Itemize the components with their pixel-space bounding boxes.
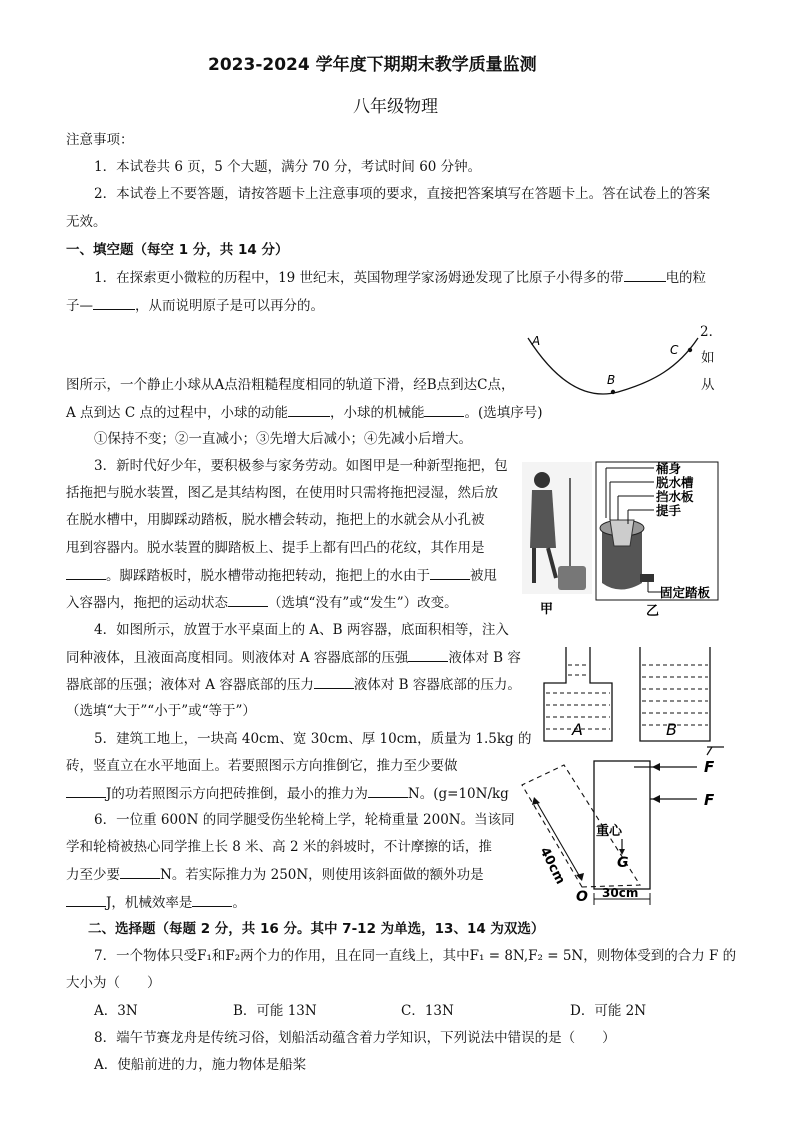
q5-label-w: 30cm [602, 886, 639, 900]
q3-diagram-yi [596, 461, 718, 618]
q4-containers-figure [540, 645, 720, 745]
q1-line-2 [66, 295, 324, 316]
notice-item-2-line-2: 无效。 [66, 214, 107, 230]
q3-text-d: （选填“没有”或“发生”）改变。 [268, 595, 458, 611]
q3-line-4: 甩到容器内。脱水装置的脚踏板上、提手上都有凹凸的花纹，其作用是 [66, 540, 485, 556]
q6-line-1: 6．一位重 600N 的同学腿受伤坐轮椅上学，轮椅重量 200N。当该同 [94, 812, 515, 828]
notice-item-2-line-1: 2．本试卷上不要答题，请按答题卡上注意事项的要求，直接把答案填写在答题卡上。答在试卷上的答案 [94, 186, 711, 202]
q3-blank-2 [430, 565, 470, 580]
q8-option-a: A．使船前进的力，施力物体是船桨 [94, 1057, 307, 1073]
q3-label-tishou: 提手 [656, 503, 682, 518]
q2-blank-1 [288, 402, 330, 417]
notice-heading: 注意事项： [66, 132, 134, 148]
q3-label-yi: 乙 [646, 604, 660, 618]
q7-option-c: C．13N [401, 1003, 454, 1019]
q3-line-5 [66, 565, 497, 586]
q4-text-c: 器底部的压强；液体对 A 容器底部的压力 [66, 677, 314, 693]
q2-line-1: 图所示，一个静止小球从A点沿粗糙程度相同的轨道下滑，经B点到达C点， [66, 377, 515, 393]
q2-blank-2 [424, 402, 464, 417]
q5-line-2: 砖，竖直立在水平地面上。若要照图示方向推倒它，推力至少要做 [66, 758, 458, 774]
q2-label-a: A [532, 334, 541, 348]
q7-option-a: A．3N [94, 1003, 138, 1019]
q4-text-b: 液体对 B 容 [448, 650, 521, 666]
q3-blank-1 [66, 565, 106, 580]
q6-blank-1 [120, 864, 160, 879]
q3-text-c: 入容器内，拖把的运动状态 [66, 595, 228, 611]
q5-label-h: 40cm [536, 845, 568, 887]
q3-line-3: 在脱水槽中，用脚踩动踏板，脱水槽会转动，拖把上的水就会从小孔被 [66, 512, 485, 528]
q4-label-a: A [572, 720, 583, 739]
q6-blank-2 [66, 892, 106, 907]
q3-line-2: 括拖把与脱水装置，图乙是其结构图，在使用时只需将拖把浸湿，然后放 [66, 485, 498, 501]
q3-label-tongshen: 桶身 [656, 461, 682, 476]
q2-line-2 [66, 402, 543, 423]
q1-line-1 [94, 267, 706, 288]
q2-text-a: A 点到达 C 点的过程中，小球的动能 [66, 405, 288, 421]
q8-line-1: 8．端午节赛龙舟是传统习俗，划船活动蕴含着力学知识，下列说法中错误的是（ ） [94, 1030, 616, 1046]
q5-label-o: O [576, 889, 588, 905]
notice-item-1: 1．本试卷共 6 页，5 个大题，满分 70 分，考试时间 60 分钟。 [94, 159, 482, 175]
q3-label-jia: 甲 [540, 602, 554, 617]
q5-label-g: G [617, 855, 629, 871]
q3-line-6 [66, 592, 458, 613]
q6-line-4 [66, 892, 246, 913]
q7-option-d: D．可能 2N [570, 1003, 647, 1019]
q5-line-3 [66, 783, 509, 804]
q4-text-a: 同种液体，且液面高度相同。则液体对 A 容器底部的压强 [66, 650, 409, 666]
q5-brick-figure [512, 745, 727, 910]
q7-option-b: B．可能 13N [233, 1003, 317, 1019]
q2-label-b: B [607, 373, 616, 387]
q5-text-a: J的功若照图示方向把砖推倒，最小的推力为 [106, 786, 368, 802]
q4-label-b: B [666, 720, 677, 739]
q3-text-a: 。脚踩踏板时，脱水槽带动拖把转动，拖把上的水由于 [106, 568, 430, 584]
q6-text-b: N。若实际推力为 250N，则使用该斜面做的额外功是 [160, 867, 484, 883]
q6-text-a: 力至少要 [66, 867, 120, 883]
q4-blank-2 [314, 674, 354, 689]
q2-point-c [688, 348, 692, 352]
q4-text-d: 液体对 B 容器底部的压力。 [353, 677, 521, 693]
q5-text-b: N。(g=10N/kg [407, 786, 509, 802]
q6-line-3 [66, 864, 484, 885]
q7-line-1: 7．一个物体只受F₁和F₂两个力的作用，且在同一直线上，其中F₁ = 8N,F₂ = 5N，则物体受到的合力 F 的 [94, 948, 737, 964]
q1-blank-1 [624, 267, 666, 282]
q2-text-cong: 从 [701, 377, 715, 393]
q3-photo-jia [522, 462, 592, 617]
q6-text-d: 。 [232, 895, 246, 911]
section-1-heading: 一、填空题（每空 1 分，共 14 分） [66, 242, 289, 258]
q5-label-f1: F [704, 758, 715, 776]
q6-text-c: J，机械效率是 [106, 895, 193, 911]
section-2-heading: 二、选择题（每题 2 分，共 16 分。其中 7-12 为单选，13、14 为双选） [88, 921, 545, 937]
q5-blank-2 [368, 783, 408, 798]
q6-line-2: 学和轮椅被热心同学推上长 8 米、高 2 米的斜坡时，不计摩擦的话，推 [66, 839, 492, 855]
q3-blank-3 [228, 592, 268, 607]
q2-options: ①保持不变；②一直减小；③先增大后减小；④先减小后增大。 [94, 431, 472, 447]
q5-label-f2: F [704, 791, 715, 809]
q2-point-b [611, 390, 615, 394]
exam-title: 2023-2024 学年度下期期末教学质量监测 [208, 55, 537, 75]
q1-text-b: 电的粒 [665, 270, 707, 286]
q1-text-d: ，从而说明原子是可以再分的。 [135, 298, 324, 314]
q1-text-a: 1．在探索更小微粒的历程中，19 世纪末，英国物理学家汤姆逊发现了比原子小得多的带 [94, 270, 624, 286]
q6-blank-3 [192, 892, 232, 907]
q2-text-b: ，小球的机械能 [329, 405, 425, 421]
q4-line-3 [66, 674, 521, 695]
q3-line-1: 3．新时代好少年，要积极参与家务劳动。如图甲是一种新型拖把，包 [94, 458, 508, 474]
exam-subject: 八年级物理 [353, 97, 438, 117]
q3-label-guding: 固定踏板 [660, 585, 711, 600]
q4-container-a [544, 647, 612, 741]
q5-line-1: 5．建筑工地上，一块高 40cm、宽 30cm、厚 10cm，质量为 1.5kg 的 [94, 731, 532, 747]
q4-line-2 [66, 647, 521, 668]
q3-label-dangshuiban: 挡水板 [656, 489, 694, 504]
q3-mop-figure [520, 458, 725, 618]
q2-track-figure [518, 330, 718, 400]
q4-line-4: （选填“大于”“小于”或“等于”） [66, 703, 256, 719]
q5-label-center: 重心 [596, 824, 623, 839]
q5-blank-1 [66, 783, 106, 798]
q1-blank-2 [93, 295, 135, 310]
q3-text-b: 被甩 [470, 568, 497, 584]
q4-line-1: 4．如图所示，放置于水平桌面上的 A、B 两容器，底面积相等，注入 [94, 622, 509, 638]
q2-text-ru: 如 [701, 350, 715, 366]
q1-text-c: 子— [66, 298, 93, 314]
q3-label-tuoshuicao: 脱水槽 [656, 475, 694, 490]
q2-text-c: 。(选填序号) [464, 405, 543, 421]
q2-number: 2． [700, 324, 723, 340]
q7-line-2: 大小为（ ） [66, 975, 161, 991]
q4-container-b [640, 647, 710, 741]
q2-label-c: C [670, 343, 679, 357]
q4-blank-1 [408, 647, 448, 662]
